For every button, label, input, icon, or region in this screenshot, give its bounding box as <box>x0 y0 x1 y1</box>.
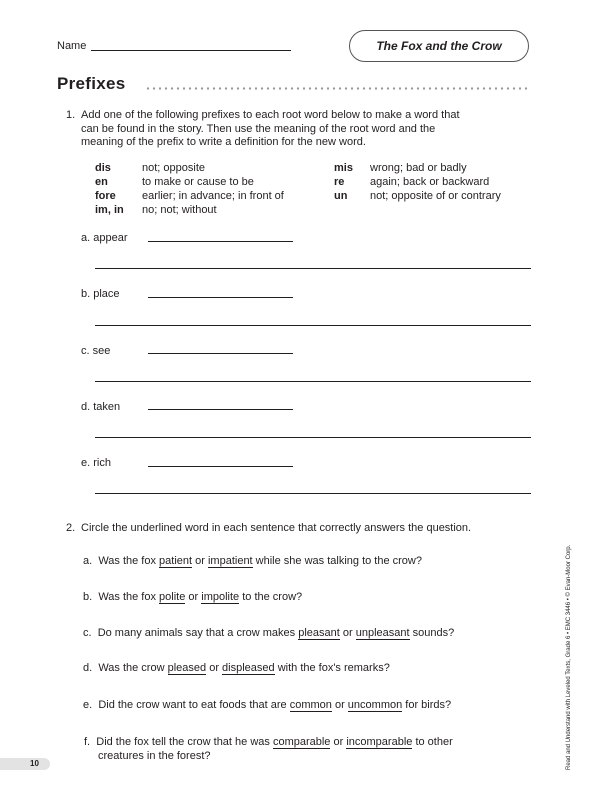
choice-word[interactable]: polite <box>159 591 186 603</box>
sentence-text: or <box>331 699 348 711</box>
prefix-term: im, in <box>95 204 124 216</box>
sentence-text: while she was talking to the crow? <box>252 555 422 567</box>
question-1-instructions <box>81 109 521 150</box>
sentence-text: or <box>339 627 356 639</box>
prefix-term: mis <box>334 162 353 174</box>
sentence-text: or <box>192 555 208 567</box>
prefix-meaning: to make or cause to be <box>142 176 254 188</box>
sentence-text: Did the fox tell the crow that he was <box>96 736 273 748</box>
root-word-item: a. appear <box>81 232 128 244</box>
question-2-item <box>83 662 390 674</box>
instruction-line: meaning of the prefix to write a definition for the new word. <box>81 136 366 148</box>
choice-word[interactable]: uncommon <box>347 699 403 711</box>
question-2-instructions: Circle the underlined word in each sentence that correctly answers the question. <box>81 522 472 534</box>
page-number-tab <box>0 758 50 770</box>
choice-word[interactable]: pleased <box>167 662 207 674</box>
question-1-number: 1. <box>66 109 76 121</box>
definition-answer-line[interactable] <box>95 381 531 382</box>
prefix-term: dis <box>95 162 111 174</box>
question-2-item <box>84 735 453 763</box>
choice-word[interactable]: incomparable <box>346 736 413 748</box>
page-number: 10 <box>30 759 39 768</box>
sentence-text: or <box>330 736 347 748</box>
question-2-item <box>83 555 422 567</box>
question-2-item <box>83 699 451 711</box>
choice-word[interactable]: unpleasant <box>355 627 410 639</box>
sentence-text: for birds? <box>402 699 452 711</box>
new-word-answer-line[interactable] <box>148 241 293 242</box>
sentence-text: or <box>206 662 223 674</box>
sentence-text: sounds? <box>409 627 455 639</box>
new-word-answer-line[interactable] <box>148 297 293 298</box>
sentence-text: Did the crow want to eat foods that are <box>98 699 290 711</box>
name-label: Name <box>57 40 87 52</box>
prefix-term: re <box>334 176 345 188</box>
choice-word[interactable]: impolite <box>201 591 240 603</box>
sentence-text: to the crow? <box>239 591 303 603</box>
sentence-text: with the fox's remarks? <box>274 662 390 674</box>
definition-answer-line[interactable] <box>95 493 531 494</box>
sentence-text: Was the crow <box>98 662 168 674</box>
item-letter: d. <box>83 662 93 674</box>
sentence-text: Was the fox <box>98 555 160 567</box>
prefix-meaning: wrong; bad or badly <box>370 162 467 174</box>
definition-answer-line[interactable] <box>95 268 531 269</box>
story-title: The Fox and the Crow <box>376 39 502 53</box>
sentence-text: Do many animals say that a crow makes <box>97 627 299 639</box>
root-word-item: e. rich <box>81 457 111 469</box>
choice-word[interactable]: common <box>289 699 332 711</box>
instruction-line: Add one of the following prefixes to each root word below to make a word that <box>81 109 460 121</box>
item-letter: e. <box>83 699 93 711</box>
choice-word[interactable]: displeased <box>222 662 275 674</box>
definition-answer-line[interactable] <box>95 437 531 438</box>
prefix-term: un <box>334 190 348 202</box>
prefix-meaning: no; not; without <box>142 204 217 216</box>
sentence-text: or <box>185 591 202 603</box>
choice-word[interactable]: pleasant <box>298 627 340 639</box>
dotted-divider <box>145 87 529 90</box>
item-letter: c. <box>83 627 92 639</box>
prefix-term: en <box>95 176 108 188</box>
sentence-text: to other <box>412 736 453 748</box>
question-2-item <box>83 591 302 603</box>
section-title: Prefixes <box>57 74 126 93</box>
prefix-meaning: again; back or backward <box>370 176 490 188</box>
root-word-item: d. taken <box>81 401 121 413</box>
root-word-item: c. see <box>81 345 111 357</box>
sentence-continuation: creatures in the forest? <box>98 750 211 762</box>
choice-word[interactable]: patient <box>159 555 193 567</box>
new-word-answer-line[interactable] <box>148 466 293 467</box>
question-2-item <box>83 627 454 639</box>
sentence-text: Was the fox <box>98 591 160 603</box>
item-letter: f. <box>84 736 91 748</box>
name-field[interactable] <box>91 50 291 51</box>
item-letter: b. <box>83 591 93 603</box>
new-word-answer-line[interactable] <box>148 409 293 410</box>
definition-answer-line[interactable] <box>95 325 531 326</box>
item-letter: a. <box>83 555 93 567</box>
side-credit: Read and Understand with Leveled Texts, Grade 6 • EMC 3446 • © Evan-Moor Corp. <box>566 544 572 770</box>
prefix-meaning: not; opposite <box>142 162 205 174</box>
prefix-meaning: not; opposite of or contrary <box>370 190 501 202</box>
choice-word[interactable]: impatient <box>207 555 253 567</box>
prefix-meaning: earlier; in advance; in front of <box>142 190 284 202</box>
prefix-term: fore <box>95 190 116 202</box>
root-word-item: b. place <box>81 288 120 300</box>
instruction-line: can be found in the story. Then use the meaning of the root word and the <box>81 122 436 135</box>
question-2-number: 2. <box>66 522 76 534</box>
story-title-box <box>349 30 529 62</box>
choice-word[interactable]: comparable <box>272 736 331 748</box>
new-word-answer-line[interactable] <box>148 353 293 354</box>
